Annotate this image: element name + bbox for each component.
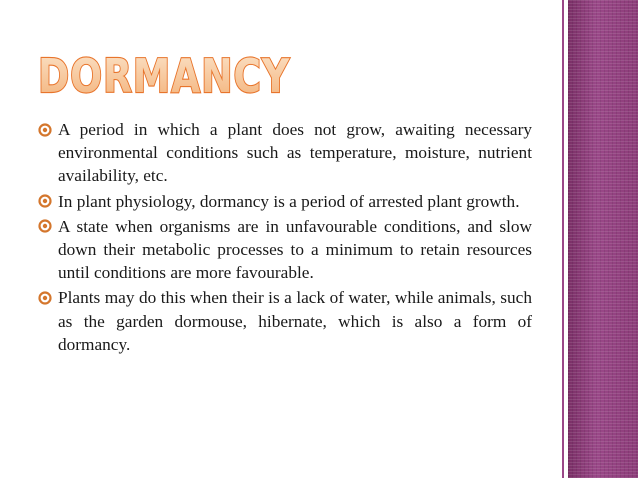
circle-bullet-icon [38, 118, 58, 141]
bullet-text: A period in which a plant does not grow, awaiting necessary environmental conditions such as temperature, moisture, nutrient availability, etc. [58, 120, 532, 186]
bullet-list [38, 118, 532, 358]
circle-bullet-icon [38, 286, 58, 309]
bullet-item [38, 118, 532, 188]
title-graphic [36, 42, 296, 102]
side-decorative-band [568, 0, 638, 478]
title-container [36, 42, 296, 102]
slide-title: DORMANCY [38, 49, 290, 103]
bullet-item [38, 190, 532, 213]
bullet-item [38, 215, 532, 285]
circle-bullet-icon [38, 215, 58, 238]
side-divider-line [562, 0, 564, 478]
circle-bullet-icon [38, 190, 58, 213]
bullet-text: In plant physiology, dormancy is a period of arrested plant growth. [58, 191, 520, 211]
bullet-item [38, 286, 532, 356]
bullet-text: A state when organisms are in unfavourable conditions, and slow down their metabolic processes to a minimum to retain resources until conditions are more favourable. [58, 216, 532, 283]
bullet-text: Plants may do this when their is a lack of water, while animals, such as the garden dormouse, hibernate, which is also a form of dormancy. [58, 288, 532, 354]
